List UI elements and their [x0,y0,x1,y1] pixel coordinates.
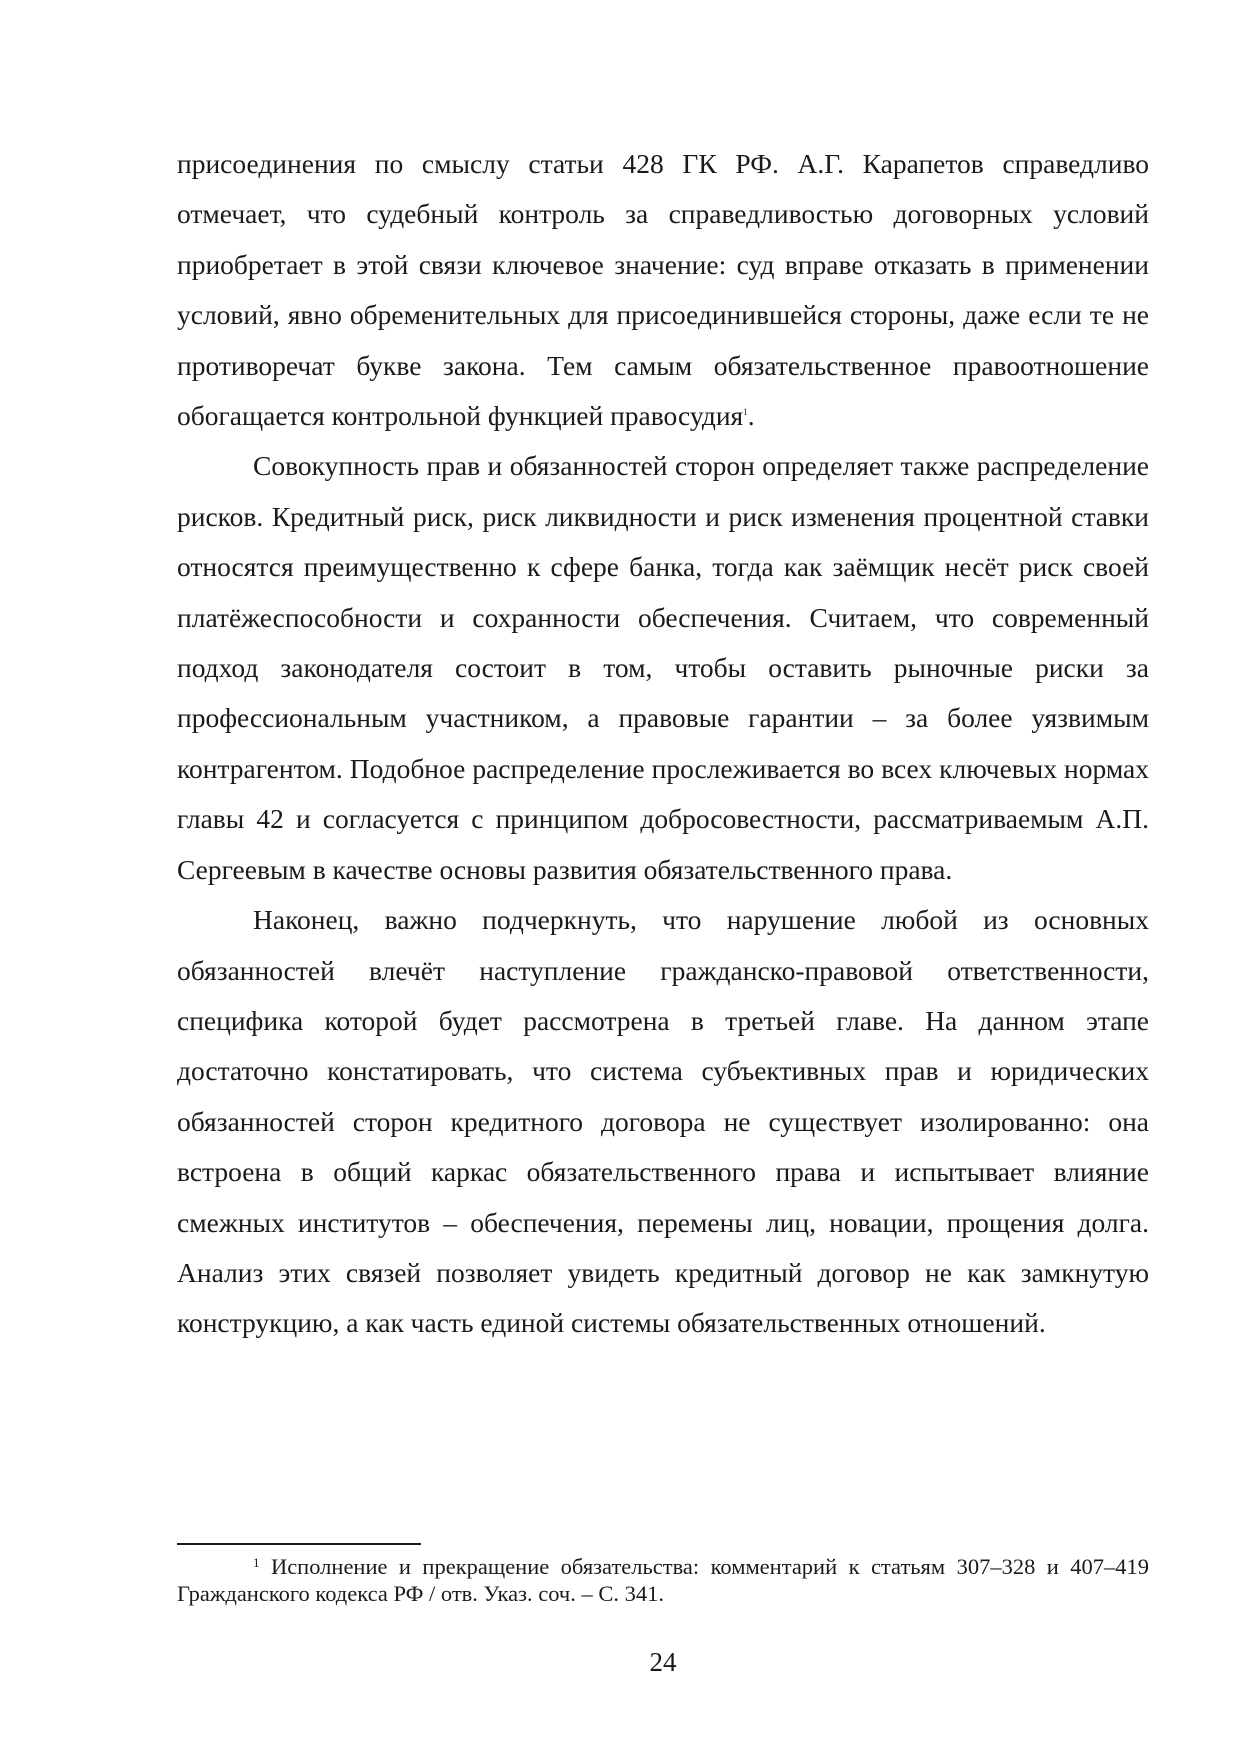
footnote [177,1553,1149,1607]
footnote-reference[interactable]: 1 [743,407,748,418]
page-number: 24 [649,1647,677,1677]
paragraph-3: Наконец, важно подчеркнуть, что нарушение любой из основных обязанностей влечёт наступление гражданско-правовой ответственности, специфика которой будет рассмотрена в третьей главе. На данном этапе достаточно констатировать, что система субъективных прав и юридических обязанностей сторон кредитного договора не существует изолированно: она встроена в общий каркас обязательственного права и испытывает влияние смежных институтов – обеспечения, перемены лиц, новации, прощения долга. Анализ этих связей позволяет увидеть кредитный договор не как замкнутую конструкцию, а как часть единой системы обязательственных отношений. [177,904,1149,1339]
paragraph-2: Совокупность прав и обязанностей сторон определяет также распределение рисков. Кредитный риск, риск ликвидности и риск изменения процентной ставки относятся преимущественно к сфере банка, тогда как заёмщик несёт риск своей платёжеспособности и сохранности обеспечения. Считаем, что современный подход законодателя состоит в том, чтобы оставить рыночные риски за профессиональным участником, а правовые гарантии – за более уязвимым контрагентом. Подобное распределение прослеживается во всех ключевых нормах главы 42 и согласуется с принципом добросовестности, рассматриваемым А.П. Сергеевым в качестве основы развития обязательственного права. [177,450,1149,885]
paragraph-1-text: присоединения по смыслу статьи 428 ГК РФ. А.Г. Карапетов справедливо отмечает, что судебный контроль за справедливостью договорных условий приобретает в этой связи ключевое значение: суд вправе отказать в применении условий, явно обременительных для присоединившейся стороны, даже если те не противоречат букве закона. Тем самым обязательственное правоотношение обогащается контрольной функцией правосудия [177,148,1149,432]
paragraph-1-end: . [747,400,755,432]
footnote-marker: 1 [253,1555,260,1570]
paragraph-1 [177,139,1149,441]
body-text [177,139,1149,1349]
footnote-text: Исполнение и прекращение обязательства: комментарий к статьям 307–328 и 407–419 Гражданского кодекса РФ / отв. Указ. соч. – С. 341. [177,1554,1149,1606]
footnote-separator [177,1543,421,1545]
